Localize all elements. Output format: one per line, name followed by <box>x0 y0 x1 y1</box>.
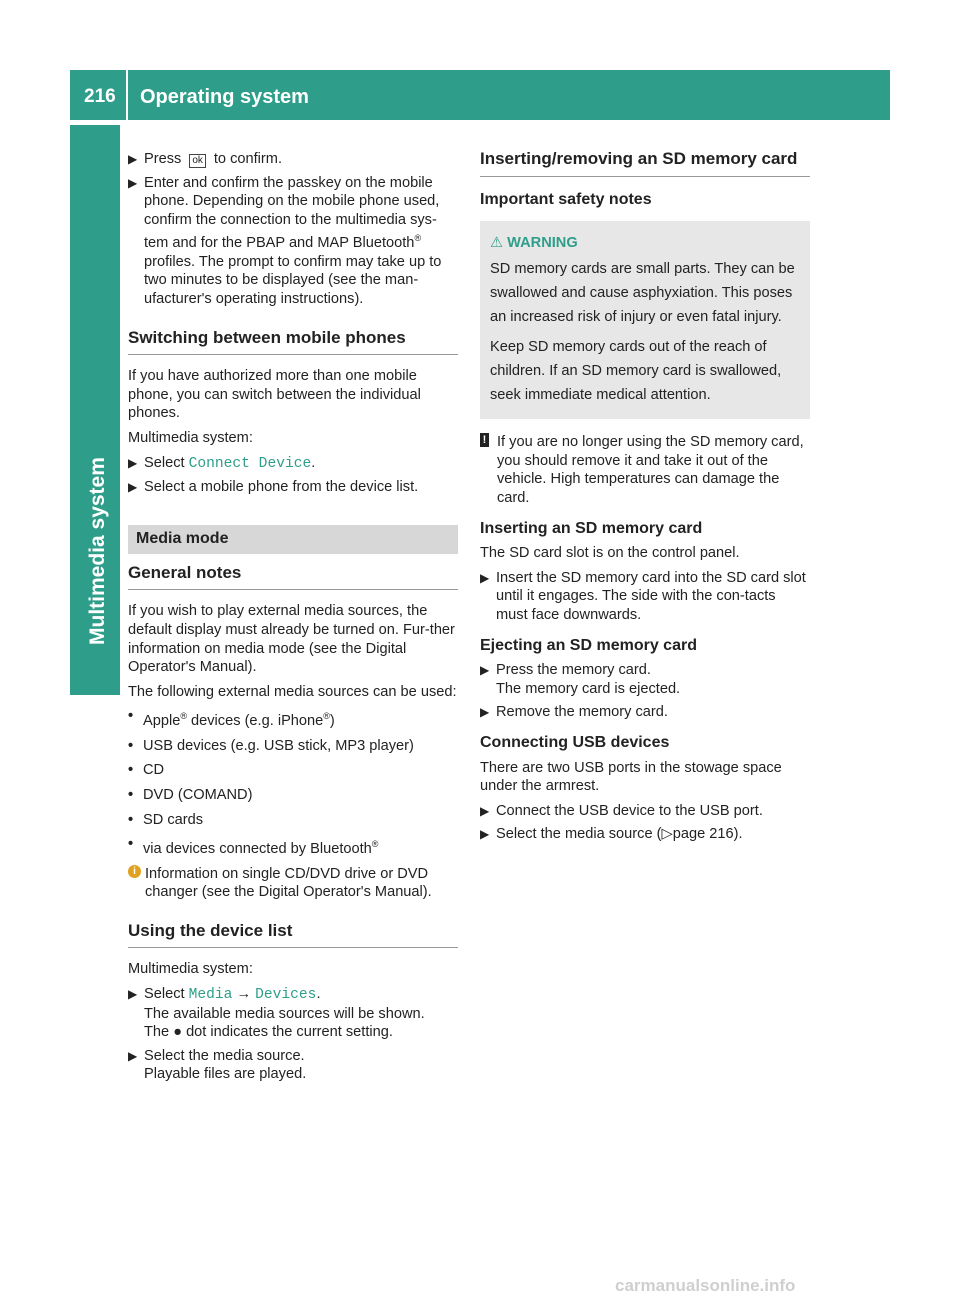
round-bullet-icon: • <box>128 811 134 828</box>
paragraph: If you wish to play external media sources, the default display must already be turned on. Fur-ther information on media mode (see the Digital Operator's Manual). <box>128 603 455 676</box>
paragraph: Keep SD memory cards out of the reach of children. If an SD memory card is swallowed, seek immediate medical attention. <box>490 339 782 404</box>
list-item: ▶ Select a mobile phone from the device list. <box>128 479 419 496</box>
list-item: ▶ Connect the USB device to the USB port. <box>480 802 763 819</box>
section-heading: Using the device list <box>128 922 458 949</box>
sub-heading: Ejecting an SD memory card <box>480 636 697 654</box>
info-note: i Information on single CD/DVD drive or DVD changer (see the Digital Operator's Manual). <box>128 865 458 902</box>
paragraph: If you have authorized more than one mobile phone, you can switch between the individual phones. <box>128 368 421 422</box>
arrow-bullet-icon: ▶ <box>480 827 490 842</box>
header-divider <box>126 70 128 120</box>
list-item: ▶ Remove the memory card. <box>480 704 668 721</box>
warning-triangle-icon: ⚠ <box>490 235 504 252</box>
arrow-bullet-icon: ▶ <box>128 175 138 190</box>
paragraph: The following external media sources can be used: <box>128 683 457 700</box>
section-heading: Switching between mobile phones <box>128 329 458 356</box>
round-bullet-icon: • <box>128 737 134 754</box>
left-column <box>128 150 458 1089</box>
section-heading: Inserting/removing an SD memory card <box>480 150 810 177</box>
arrow-bullet-icon: ▶ <box>480 570 490 585</box>
list-item: ▶ Select Connect Device. <box>128 454 316 472</box>
list-item: • DVD (COMAND) <box>128 786 253 803</box>
list-item: • USB devices (e.g. USB stick, MP3 player) <box>128 737 414 754</box>
arrow-bullet-icon: ▶ <box>480 705 490 720</box>
section-heading: General notes <box>128 564 458 591</box>
warning-box: ⚠ WARNING SD memory cards are small parts. They can be swallowed and cause asphyxiation. This poses an increased risk of injury or even fatal injury. Keep SD memory cards out of the reach of children. If an SD memory card is swallowed, seek immediate medical attention. <box>480 221 810 419</box>
arrow-bullet-icon: ▶ <box>128 986 138 1001</box>
paragraph: SD memory cards are small parts. They can be swallowed and cause asphyxiation. This poses an increased risk of injury or even fatal injury. <box>490 261 795 326</box>
round-bullet-icon: • <box>128 762 134 779</box>
page-reference-link[interactable]: ▷ <box>661 826 673 843</box>
list-item: ▶ Select the media source. Playable files are played. <box>128 1047 307 1083</box>
list-item: ▶ Select Media → Devices. The available media sources will be shown. The ● dot indicates the current setting. <box>128 985 425 1041</box>
right-column <box>480 150 810 849</box>
arrow-bullet-icon: ▶ <box>480 803 490 818</box>
list-item: ▶ Select the media source (▷page 216). <box>480 826 743 843</box>
list-item: • CD <box>128 762 165 779</box>
arrow-bullet-icon: ▶ <box>128 152 138 166</box>
list-item: ▶ Press ok to confirm. <box>128 151 282 167</box>
round-bullet-icon: • <box>128 786 134 803</box>
paragraph: There are two USB ports in the stowage space under the armrest. <box>480 759 782 795</box>
menu-item-devices: Devices <box>255 986 317 1003</box>
round-bullet-icon: • <box>128 836 134 853</box>
media-mode-box: Media mode <box>128 525 458 554</box>
arrow-bullet-icon: ▶ <box>128 455 138 470</box>
list-item: • via devices connected by Bluetooth® <box>128 836 379 858</box>
list-item: ▶ Press the memory card. The memory card is ejected. <box>480 662 681 697</box>
sub-heading: Connecting USB devices <box>480 733 670 751</box>
arrow-bullet-icon: ▶ <box>128 1048 138 1063</box>
menu-item-media: Media <box>188 986 233 1003</box>
list-item: • SD cards <box>128 811 204 828</box>
list-item: • Apple® devices (e.g. iPhone®) <box>128 708 335 730</box>
sub-heading: Important safety notes <box>480 190 652 208</box>
sub-heading: Inserting an SD memory card <box>480 519 703 537</box>
page-title: Operating system <box>140 86 309 108</box>
caution-note: ! If you are no longer using the SD memory card, you should remove it and take it out of the vehicle. High temperatures can damage the card. <box>480 433 810 507</box>
round-bullet-icon: • <box>128 708 134 725</box>
arrow-bullet-icon: ▶ <box>480 663 490 678</box>
exclamation-icon: ! <box>480 433 489 447</box>
ok-key-icon: ok <box>189 154 206 168</box>
menu-item-connect-device: Connect Device <box>188 455 312 472</box>
paragraph: Multimedia system: <box>128 961 253 978</box>
paragraph: Multimedia system: <box>128 429 253 446</box>
section-label: Multimedia system <box>86 457 109 645</box>
list-item: ▶ Enter and confirm the passkey on the mobile phone. Depending on the mobile phone used, confirm the connection to the multimedia sys-tem and for the PBAP and MAP Bluetooth® profiles. The prompt to confirm may take up to two minutes to be displayed (see the man-ufacturer's operating instructions). <box>128 174 442 308</box>
watermark: carmanualsonline.info <box>615 1276 796 1295</box>
page-number: 216 <box>84 86 116 107</box>
list-item: ▶ Insert the SD memory card into the SD card slot until it engages. The side with the con-tacts must face downwards. <box>480 569 806 623</box>
arrow-bullet-icon: ▶ <box>128 480 138 495</box>
info-icon: i <box>128 865 141 878</box>
paragraph: The SD card slot is on the control panel. <box>480 545 740 562</box>
